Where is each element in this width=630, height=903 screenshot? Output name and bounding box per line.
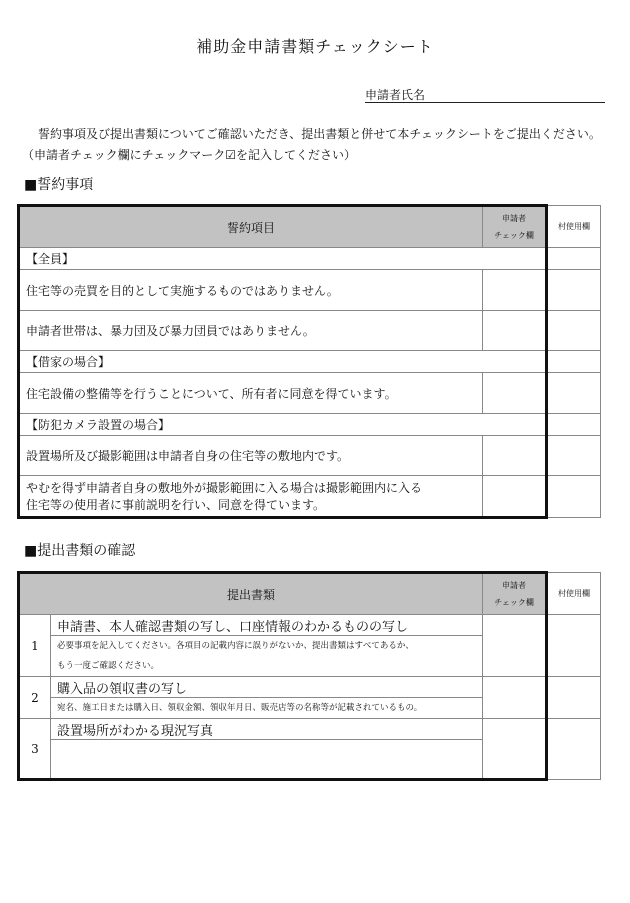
page-title: 補助金申請書類チェックシート — [196, 37, 434, 56]
pledge-group-rental: 【借家の場合】 — [19, 351, 547, 373]
doc-item — [51, 677, 483, 719]
village-cell — [547, 476, 601, 518]
documents-section-title: ■提出書類の確認 — [24, 543, 136, 559]
pledge-item-multiline — [19, 476, 483, 518]
village-cell — [547, 414, 601, 436]
pledge-item-line1: やむを得ず申請者自身の敷地外が撮影範囲に入る場合は撮影範囲内に入る — [26, 481, 423, 495]
doc-title: 購入品の領収書の写し — [51, 677, 482, 698]
pledge-header-check — [483, 206, 547, 248]
intro-text — [22, 124, 612, 166]
pledge-section-title: ■誓約事項 — [24, 177, 94, 193]
applicant-name-field[interactable]: 申請者氏名 — [365, 86, 605, 103]
village-cell — [547, 615, 601, 677]
documents-header-check-line1: 申請者 — [502, 581, 527, 590]
pledge-item: 設置場所及び撮影範囲は申請者自身の住宅等の敷地内です。 — [19, 436, 483, 476]
doc-number: 1 — [19, 615, 51, 677]
village-cell — [547, 270, 601, 311]
village-cell — [547, 677, 601, 719]
doc-item — [51, 719, 483, 780]
doc-check-cell[interactable] — [483, 677, 547, 719]
pledge-check-cell[interactable] — [483, 270, 547, 311]
pledge-check-cell[interactable] — [483, 311, 547, 351]
doc-desc-line1: 必要事項を記入してください。各項目の記載内容に誤りがないか、提出書類はすべてあるか、 — [57, 641, 414, 651]
pledge-check-cell[interactable] — [483, 476, 547, 518]
pledge-item-line2: 住宅等の使用者に事前説明を行い、同意を得ています。 — [26, 498, 326, 512]
pledge-table — [17, 204, 601, 519]
doc-number: 3 — [19, 719, 51, 780]
village-cell — [547, 351, 601, 373]
doc-item — [51, 615, 483, 677]
documents-header-item: 提出書類 — [19, 573, 483, 615]
pledge-group-camera: 【防犯カメラ設置の場合】 — [19, 414, 547, 436]
village-cell — [547, 248, 601, 270]
pledge-check-cell[interactable] — [483, 373, 547, 414]
documents-table — [17, 571, 601, 781]
pledge-header-check-line2: チェック欄 — [494, 231, 534, 240]
documents-header-check-line2: チェック欄 — [494, 598, 534, 607]
pledge-group-all: 【全員】 — [19, 248, 547, 270]
documents-header-village: 村使用欄 — [547, 573, 601, 615]
intro-paragraph: 誓約事項及び提出書類についてご確認いただき、提出書類と併せて本チェックシートをご提出ください。（申請者チェック欄にチェックマーク☑を記入してください） — [22, 127, 601, 162]
pledge-item: 住宅等の売買を目的として実施するものではありません。 — [19, 270, 483, 311]
doc-desc-line2: もう一度ご確認ください。 — [57, 661, 160, 671]
pledge-item: 住宅設備の整備等を行うことについて、所有者に同意を得ています。 — [19, 373, 483, 414]
doc-title: 申請書、本人確認書類の写し、口座情報のわかるものの写し — [51, 615, 482, 636]
village-cell — [547, 373, 601, 414]
doc-desc-line1: 宛名、施工日または購入日、領収金額、領収年月日、販売店等の名称等が記載されているもの。 — [57, 703, 423, 713]
pledge-header-village: 村使用欄 — [547, 206, 601, 248]
village-cell — [547, 311, 601, 351]
village-cell — [547, 436, 601, 476]
village-cell — [547, 719, 601, 780]
doc-check-cell[interactable] — [483, 615, 547, 677]
pledge-check-cell[interactable] — [483, 436, 547, 476]
pledge-item: 申請者世帯は、暴力団及び暴力団員ではありません。 — [19, 311, 483, 351]
pledge-header-item: 誓約項目 — [19, 206, 483, 248]
doc-check-cell[interactable] — [483, 719, 547, 780]
pledge-header-check-line1: 申請者 — [502, 214, 526, 223]
documents-header-check — [483, 573, 547, 615]
doc-number: 2 — [19, 677, 51, 719]
doc-title: 設置場所がわかる現況写真 — [51, 719, 482, 740]
